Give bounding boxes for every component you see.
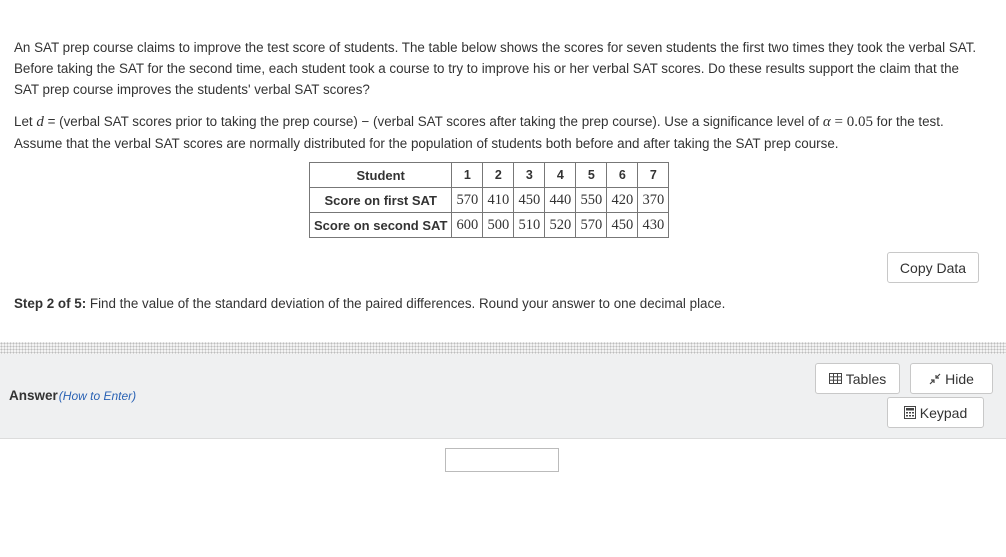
- table-cell: 370: [638, 188, 669, 213]
- table-cell: 510: [514, 213, 545, 238]
- table-cell: 600: [452, 213, 483, 238]
- answer-panel: [0, 354, 1006, 439]
- copy-data-button[interactable]: Copy Data: [887, 252, 979, 283]
- answer-input[interactable]: [445, 448, 559, 472]
- hide-button[interactable]: [910, 363, 993, 394]
- table-row: [310, 213, 669, 238]
- table-cell: 450: [607, 213, 638, 238]
- hide-button-label: Hide: [945, 370, 974, 387]
- table-icon: [829, 373, 842, 384]
- table-cell: 6: [607, 163, 638, 188]
- table-cell: 500: [483, 213, 514, 238]
- panel-divider: [0, 342, 1006, 354]
- table-row: [310, 188, 669, 213]
- table-cell: 570: [576, 213, 607, 238]
- tables-button[interactable]: [815, 363, 900, 394]
- how-to-enter-link[interactable]: (How to Enter): [58, 389, 137, 403]
- table-header-row: [310, 163, 669, 188]
- keypad-button[interactable]: [887, 397, 984, 428]
- problem-statement: [14, 37, 984, 165]
- table-cell: 430: [638, 213, 669, 238]
- table-cell: 4: [545, 163, 576, 188]
- problem-definition: Let d = (verbal SAT scores prior to taking the prep course) − (verbal SAT scores after taking the prep course). Use a significance level of α = 0.05 for the test. Assume that the verbal SAT scores are normally distributed for the population of students both before and after taking the SAT prep course.: [14, 114, 944, 151]
- table-cell: 7: [638, 163, 669, 188]
- row-label-second-sat: Score on second SAT: [310, 213, 452, 238]
- table-cell: 420: [607, 188, 638, 213]
- table-cell: 3: [514, 163, 545, 188]
- table-cell: 520: [545, 213, 576, 238]
- row-label-first-sat: Score on first SAT: [310, 188, 452, 213]
- collapse-arrows-icon: [929, 373, 941, 385]
- table-cell: 450: [514, 188, 545, 213]
- step-label: Step 2 of 5:: [14, 296, 87, 311]
- variable-alpha: α: [822, 114, 831, 130]
- tables-button-label: Tables: [845, 370, 887, 387]
- table-cell: 440: [545, 188, 576, 213]
- table-cell: 410: [483, 188, 514, 213]
- answer-label: Answer(How to Enter): [9, 388, 137, 403]
- problem-intro: An SAT prep course claims to improve the test score of students. The table below shows the scores for seven students the first two times they took the verbal SAT. Before taking the SAT for the second time, each student took a course to try to improve his or her verbal SAT scores. Do these results support the claim that the SAT prep course improves the students' verbal SAT scores?: [14, 40, 977, 97]
- step-text: Find the value of the standard deviation of the paired differences. Round your answer to one decimal place.: [86, 296, 726, 311]
- alpha-value: 0.05: [846, 114, 873, 130]
- variable-d: d: [36, 114, 44, 130]
- keypad-icon: [904, 406, 916, 419]
- table-cell: 550: [576, 188, 607, 213]
- sat-scores-table: [309, 162, 669, 238]
- keypad-button-label: Keypad: [919, 404, 968, 421]
- table-header-student: Student: [310, 163, 452, 188]
- step-instruction: [14, 296, 725, 311]
- table-cell: 5: [576, 163, 607, 188]
- table-cell: 2: [483, 163, 514, 188]
- table-cell: 1: [452, 163, 483, 188]
- table-cell: 570: [452, 188, 483, 213]
